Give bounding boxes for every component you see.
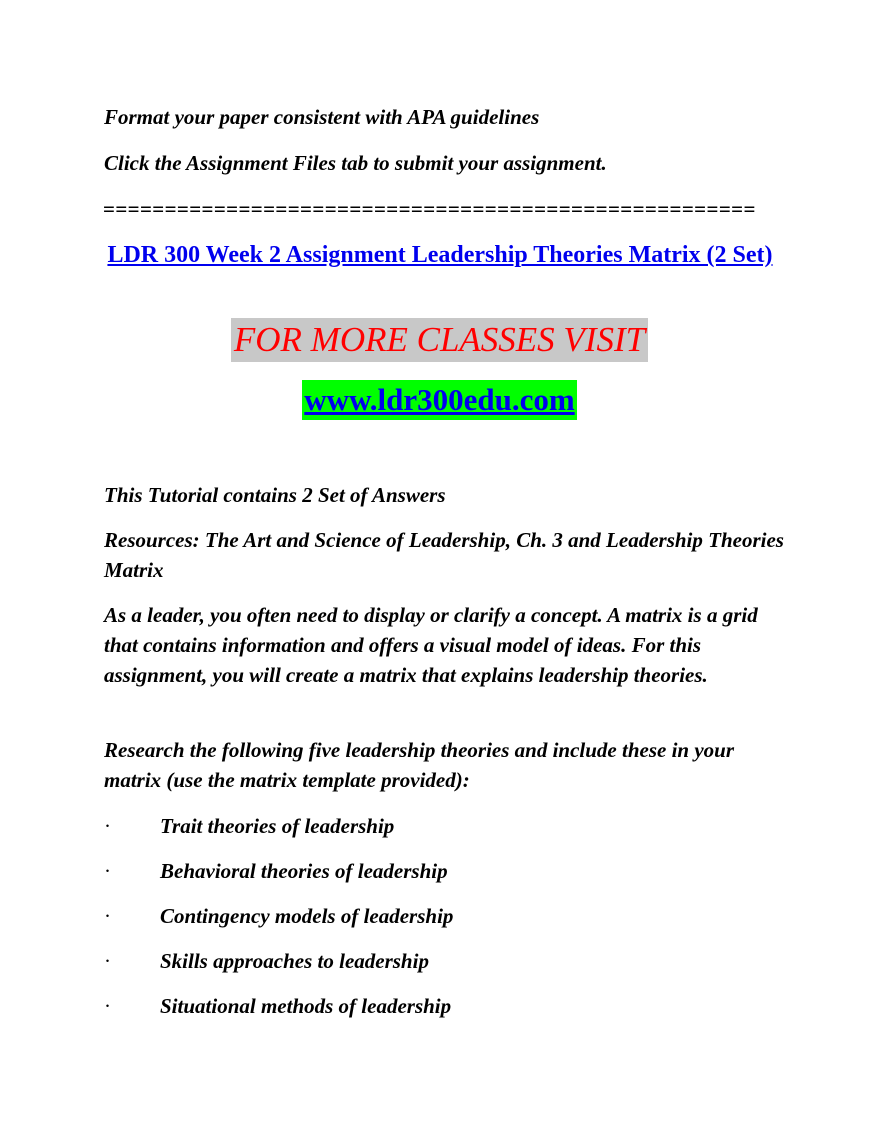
bullet-icon: ·	[104, 994, 111, 1018]
list-item-text: Trait theories of leadership	[160, 814, 395, 838]
list-item	[104, 811, 394, 841]
list-item	[104, 856, 448, 886]
submit-instructions-line: Click the Assignment Files tab to submit your assignment.	[104, 151, 607, 175]
resources-paragraph: Resources: The Art and Science of Leadership, Ch. 3 and Leadership Theories Matrix	[104, 528, 784, 582]
list-item-text: Situational methods of leadership	[160, 994, 452, 1018]
bullet-icon: ·	[104, 949, 111, 973]
list-item	[104, 991, 451, 1021]
promo-banner	[0, 318, 879, 362]
list-item-text: Contingency models of leadership	[160, 904, 454, 928]
tutorial-sets-line: This Tutorial contains 2 Set of Answers	[104, 483, 446, 507]
list-item	[104, 901, 453, 931]
list-item-text: Behavioral theories of leadership	[160, 859, 448, 883]
list-item-text: Skills approaches to leadership	[160, 949, 429, 973]
bullet-icon: ·	[104, 904, 111, 928]
website-link[interactable]: www.ldr300edu.com	[302, 380, 576, 420]
promo-text: FOR MORE CLASSES VISIT	[231, 318, 648, 362]
matrix-description-paragraph: As a leader, you often need to display or clarify a concept. A matrix is a grid that contains information and offers a visual model of ideas. For this assignment, you will create a matrix that explains leadership theories.	[104, 603, 758, 687]
assignment-title-link[interactable]: LDR 300 Week 2 Assignment Leadership Theories Matrix (2 Set)	[107, 242, 773, 268]
research-instructions-paragraph: Research the following five leadership theories and include these in your matrix (use the matrix template provided):	[104, 738, 735, 792]
list-item	[104, 946, 429, 976]
divider-line: =====================================================	[103, 197, 756, 221]
bullet-icon: ·	[104, 859, 111, 883]
website-banner	[0, 380, 879, 420]
apa-format-line: Format your paper consistent with APA guidelines	[104, 105, 540, 129]
bullet-icon: ·	[104, 814, 111, 838]
